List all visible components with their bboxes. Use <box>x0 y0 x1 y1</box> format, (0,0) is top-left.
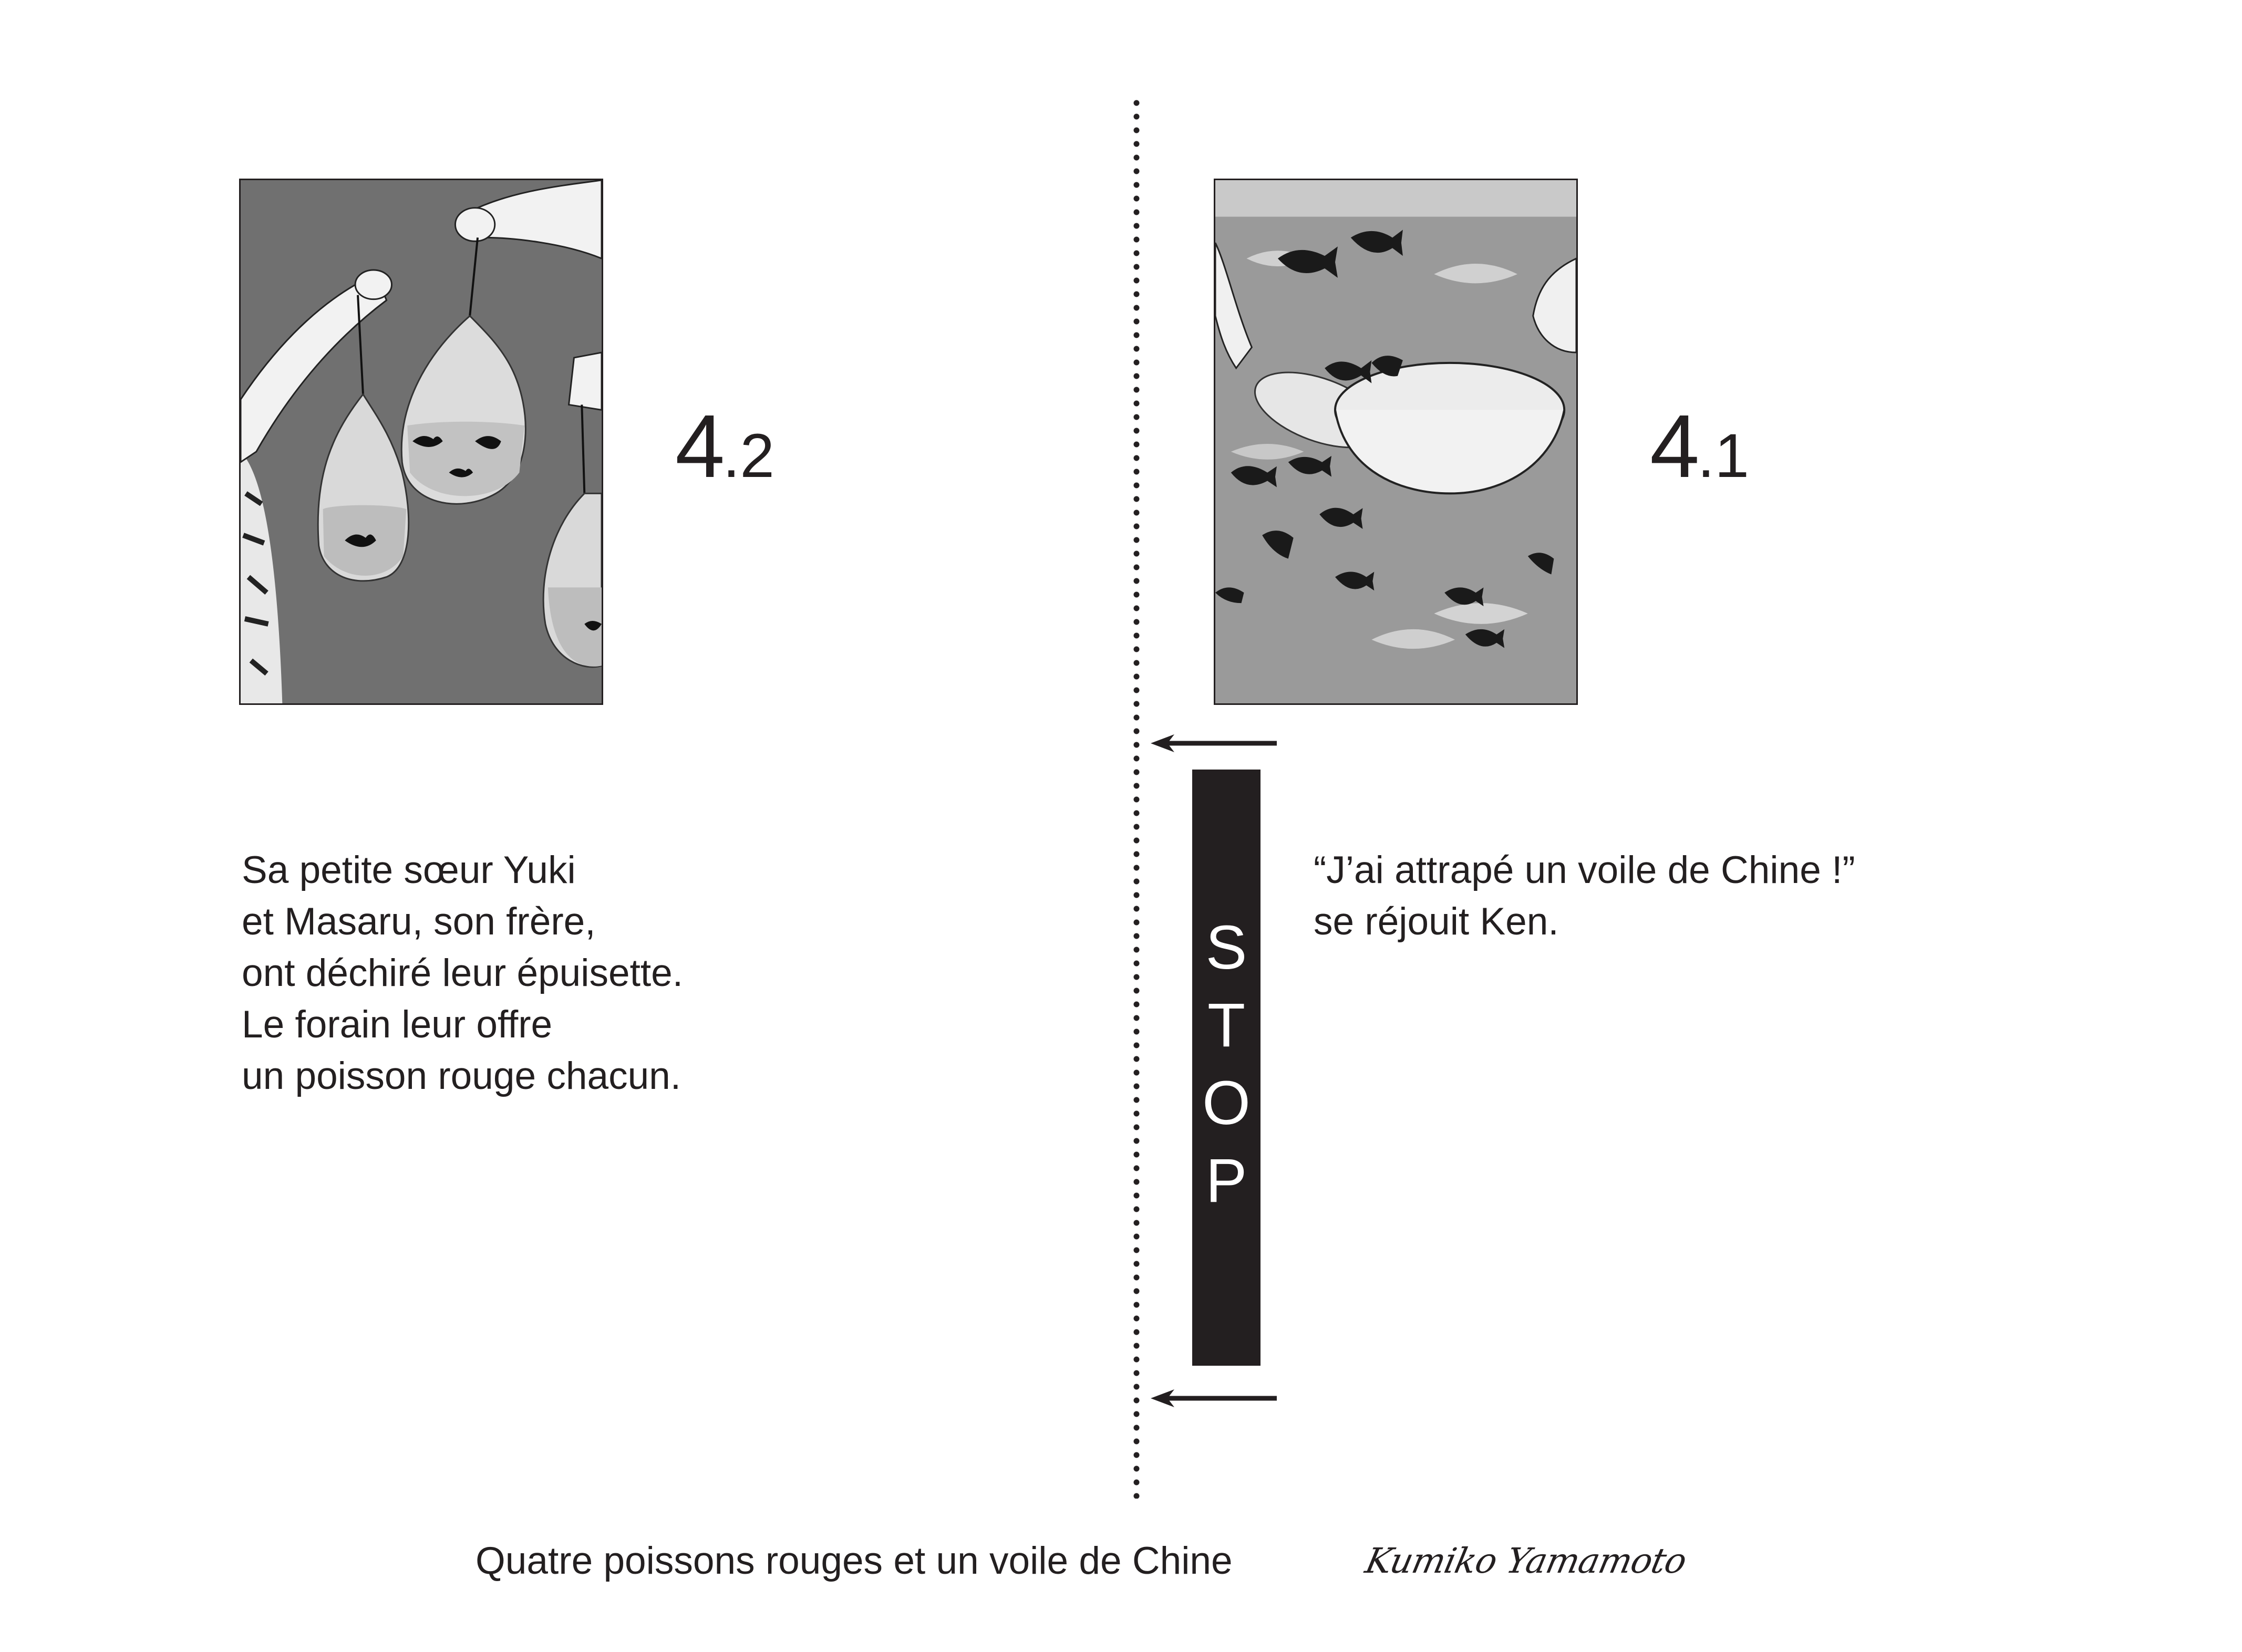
stop-marker <box>1192 770 1261 1366</box>
text-line: ont déchiré leur épuisette. <box>242 952 684 994</box>
right-card-text <box>1314 845 1855 948</box>
card-number-left: 4.2 <box>675 397 774 496</box>
left-arrow-icon <box>1151 730 1277 756</box>
left-card-text <box>242 845 683 1102</box>
stop-letter: O <box>1202 1068 1251 1138</box>
goldfish-in-bags-illustration <box>239 179 603 705</box>
text-line: “J’ai attrapé un voile de Chine !” <box>1314 849 1855 891</box>
text-line: un poisson rouge chacun. <box>242 1055 681 1097</box>
text-line: Sa petite sœur Yuki <box>242 849 576 891</box>
dotted-fold-line <box>1133 96 1140 1499</box>
footer-title: Quatre poissons rouges et un voile de Chine <box>476 1540 1233 1582</box>
stop-letter: P <box>1205 1146 1247 1215</box>
goldfish-bowl-catch-illustration <box>1214 179 1578 705</box>
text-line: et Masaru, son frère, <box>242 900 596 943</box>
stop-letter: T <box>1207 991 1246 1060</box>
author-signature: Kumiko Yamamoto <box>1361 1541 1690 1581</box>
left-arrow-icon <box>1151 1385 1277 1411</box>
text-line: Le forain leur offre <box>242 1003 553 1046</box>
stop-letter: S <box>1205 913 1247 982</box>
card-number-right: 4.1 <box>1650 397 1749 496</box>
text-line: se réjouit Ken. <box>1314 900 1559 943</box>
